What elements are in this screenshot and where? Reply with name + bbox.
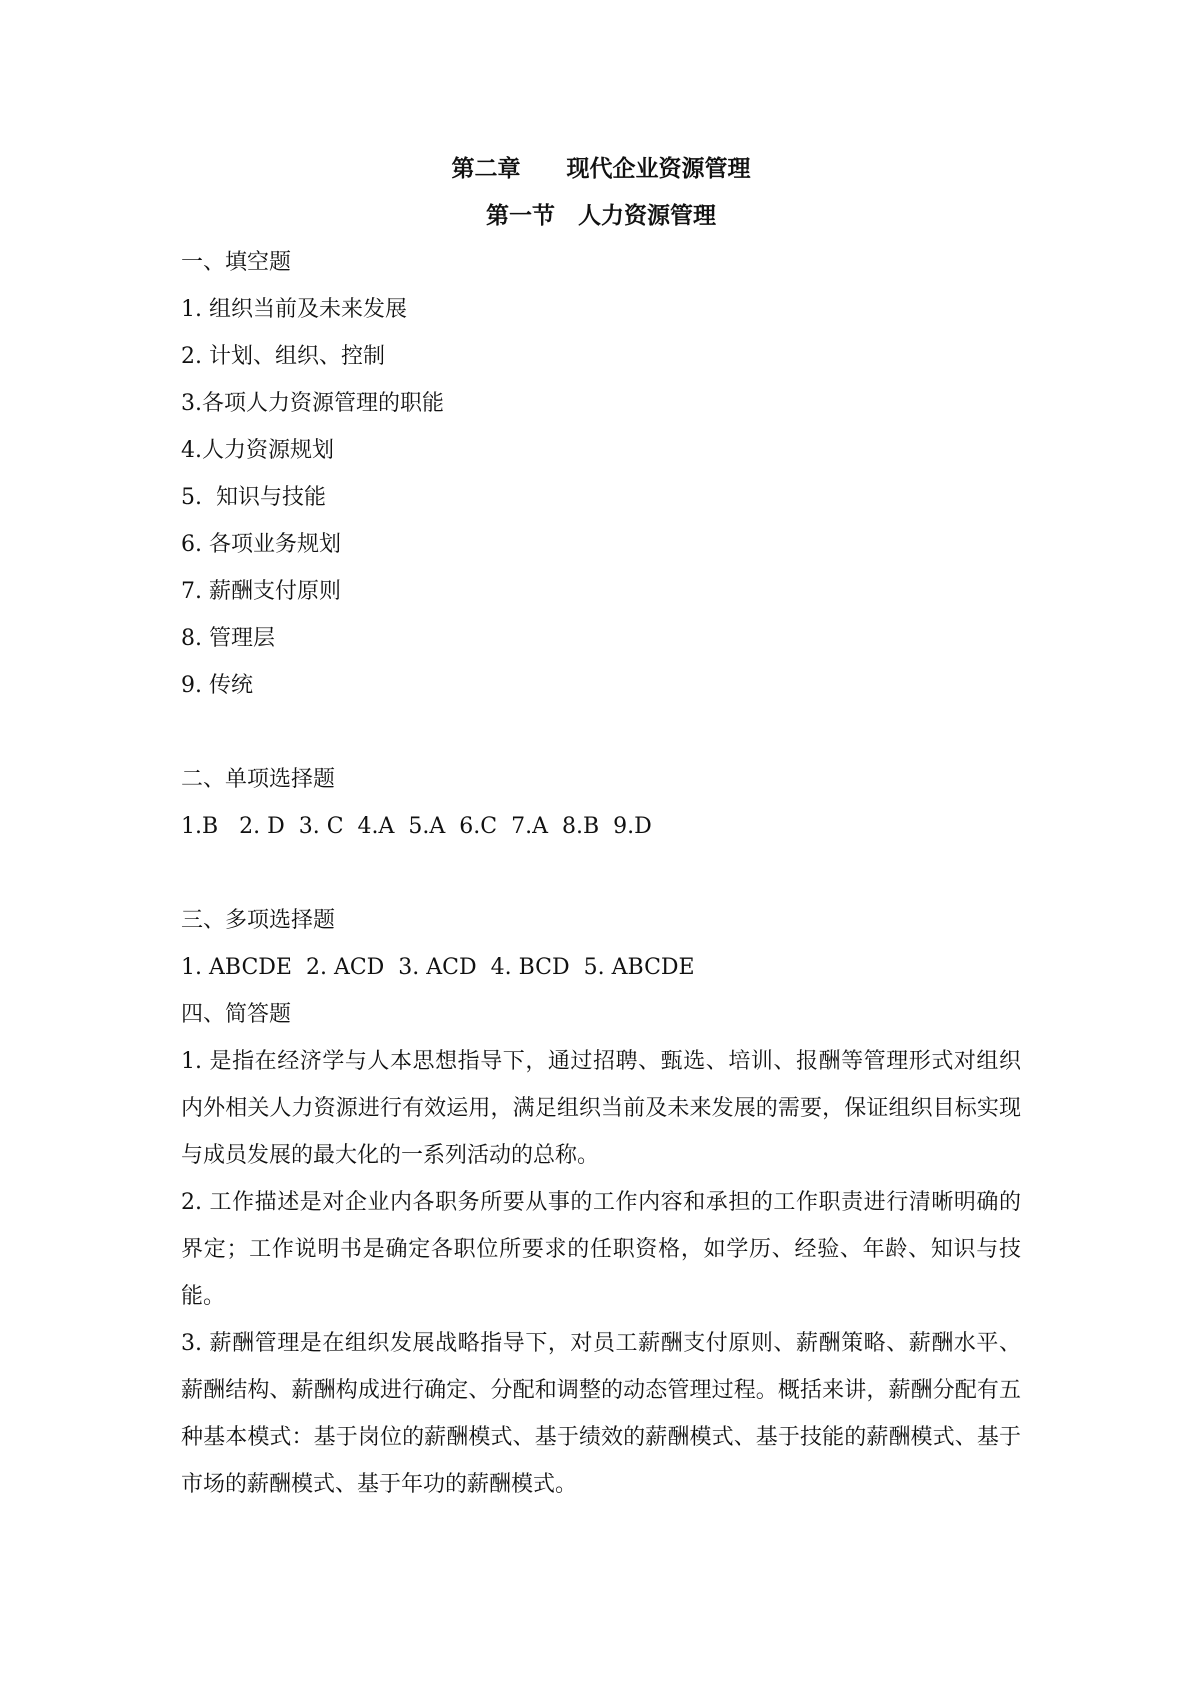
fill-blank-item: 1. 组织当前及未来发展 [181,297,407,322]
single-choice-answers: 1.B 2. D 3. C 4.A 5.A 6.C 7.A 8.B 9.D [181,814,652,839]
fill-blank-item: 8. 管理层 [181,626,275,651]
spacer [181,709,1021,756]
fill-blank-item: 7. 薪酬支付原则 [181,579,341,604]
short-answer-item: 1. 是指在经济学与人本思想指导下，通过招聘、甄选、培训、报酬等管理形式对组织内外相关人力资源进行有效运用，满足组织当前及未来发展的需要，保证组织目标实现与成员发展的最大化的一系列活动的总称。 [181,1049,1021,1168]
short-answer-item: 2. 工作描述是对企业内各职务所要从事的工作内容和承担的工作职责进行清晰明确的界定；工作说明书是确定各职位所要求的任职资格，如学历、经验、年龄、知识与技能。 [181,1190,1021,1309]
single-choice-heading: 二、单项选择题 [181,767,336,792]
fill-blank-heading: 一、填空题 [181,250,292,275]
document-body [181,145,1021,1508]
short-answer-heading: 四、简答题 [181,1002,292,1027]
multi-choice-heading: 三、多项选择题 [181,908,336,933]
fill-blank-item: 6. 各项业务规划 [181,532,341,557]
fill-blank-item: 9. 传统 [181,673,253,698]
fill-blank-item: 3.各项人力资源管理的职能 [181,391,444,416]
chapter-title: 第二章 现代企业资源管理 [451,155,751,182]
fill-blank-item: 5. 知识与技能 [181,485,326,510]
multi-choice-answers: 1. ABCDE 2. ACD 3. ACD 4. BCD 5. ABCDE [181,955,695,980]
fill-blank-item: 2. 计划、组织、控制 [181,344,385,369]
short-answer-item: 3. 薪酬管理是在组织发展战略指导下，对员工薪酬支付原则、薪酬策略、薪酬水平、薪酬结构、薪酬构成进行确定、分配和调整的动态管理过程。概括来讲，薪酬分配有五种基本模式：基于岗位的薪酬模式、基于绩效的薪酬模式、基于技能的薪酬模式、基于市场的薪酬模式、基于年功的薪酬模式。 [181,1331,1021,1497]
fill-blank-item: 4.人力资源规划 [181,438,334,463]
spacer [181,850,1021,897]
section-title: 第一节 人力资源管理 [486,202,716,229]
